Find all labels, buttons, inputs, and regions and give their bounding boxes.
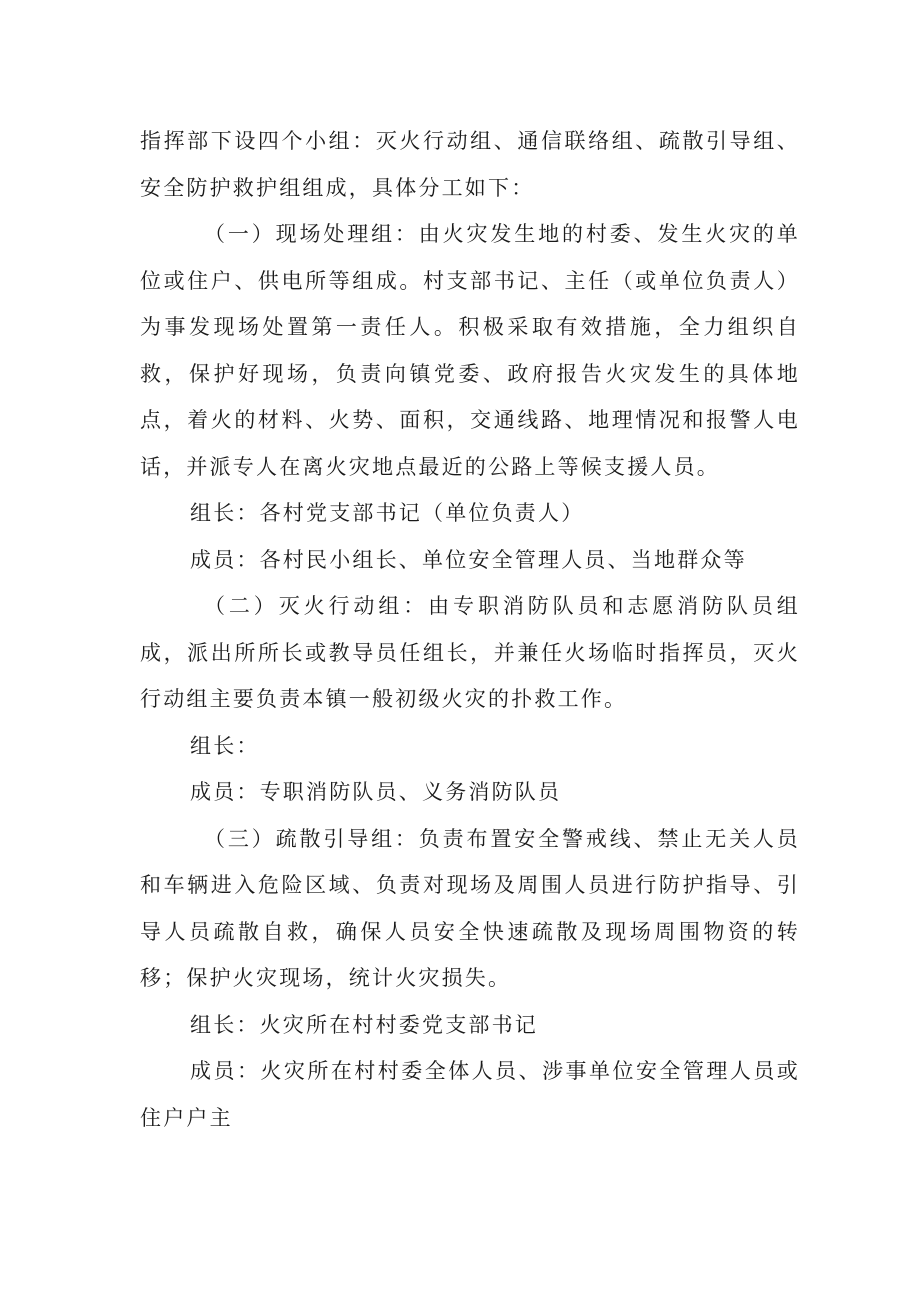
- document-page: [140, 118, 800, 1141]
- paragraph-group2-description: （二）灭火行动组：由专职消防队员和志愿消防队员组成，派出所所长或教导员任组长，并兼任火场临时指挥员，灭火行动组主要负责本镇一般初级火灾的扑救工作。: [140, 594, 800, 711]
- paragraph-group3-members: 成员：火灾所在村村委全体人员、涉事单位安全管理人员或住户户主: [140, 1059, 800, 1130]
- paragraph-group1-leader: 组长：各村党支部书记（单位负责人）: [190, 501, 585, 525]
- paragraph-group1-members: 成员：各村民小组长、单位安全管理人员、当地群众等: [190, 547, 747, 572]
- paragraph-group2-leader: 组长：: [190, 733, 260, 758]
- paragraph-group1-description: （一）现场处理组：由火灾发生地的村委、发生火灾的单位或住户、供电所等组成。村支部书记、主任（或单位负责人）为事发现场处置第一责任人。积极采取有效措施，全力组织自救，保护好现场，负责向镇党委、政府报告火灾发生的具体地点，着火的材料、火势、面积，交通线路、地理情况和报警人电话，并派专人在离火灾地点最近的公路上等候支援人员。: [140, 222, 800, 479]
- paragraph-intro: 指挥部下设四个小组：灭火行动组、通信联络组、疏散引导组、安全防护救护组组成，具体分工如下：: [140, 129, 800, 200]
- paragraph-group2-members: 成员：专职消防队员、义务消防队员: [190, 780, 562, 804]
- paragraph-group3-leader: 组长：火灾所在村村委党支部书记: [190, 1012, 538, 1037]
- paragraph-group3-description: （三）疏散引导组：负责布置安全警戒线、禁止无关人员和车辆进入危险区域、负责对现场及周围人员进行防护指导、引导人员疏散自救，确保人员安全快速疏散及现场周围物资的转移；保护火灾现场，统计火灾损失。: [140, 826, 800, 990]
